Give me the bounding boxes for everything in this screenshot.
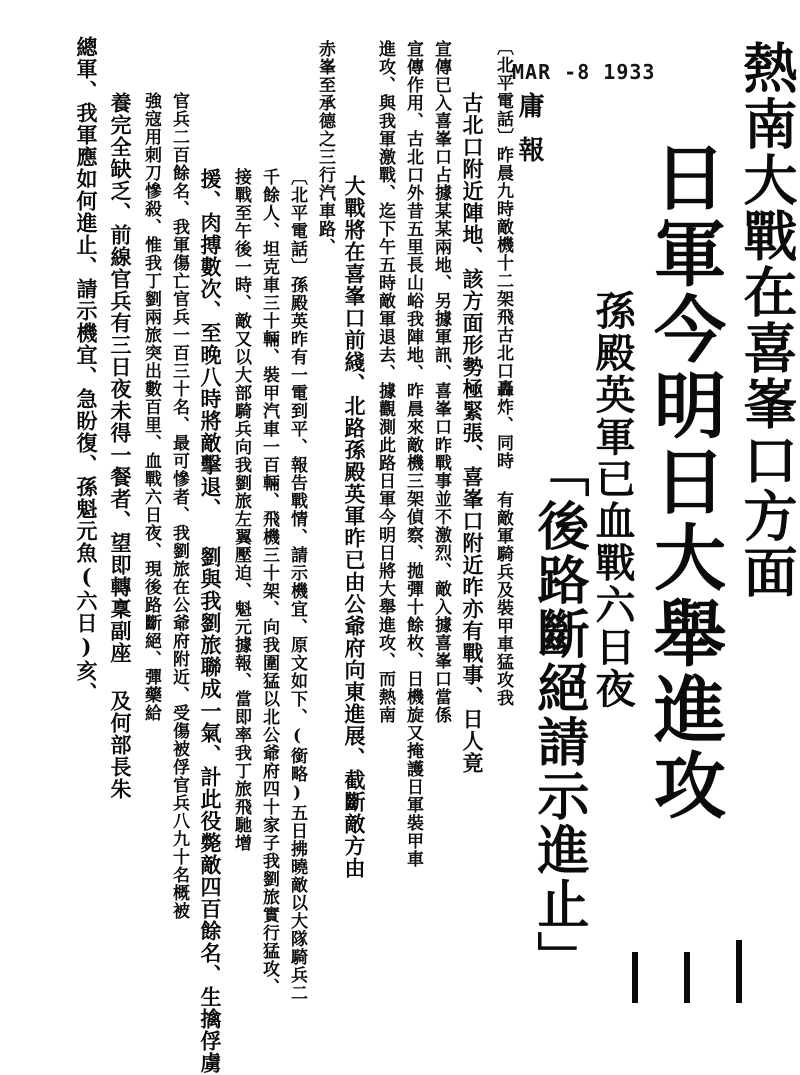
body-column-2: 古北口附近陣地、該方面形勢極緊張、喜峯口附近昨亦有戰事、日人竟 <box>460 92 485 774</box>
body-column-11: 援、肉搏數次、至晚八時將敵擊退、 劉與我劉旅聯成一氣、計此役斃敵四百餘名、生擒俘虜 <box>198 168 223 1074</box>
body-column-15: 總軍、我軍應如何進止、請示機宜、急盼復、孫魁元魚(六日)亥、 <box>74 36 99 704</box>
body-column-1: 〔北平電話〕昨晨九時敵機十二架飛古北口轟炸、同時 有敵軍騎兵及裝甲車猛攻我 <box>493 38 513 707</box>
body-column-7: 赤峯至承德之三行汽車路、 <box>315 40 335 256</box>
headline-sub: 孫殿英軍已血戰六日夜 <box>589 290 636 710</box>
body-column-9: 千餘人、坦克車三十輛、裝甲汽車一百輛、飛機三十架、向我圍猛以北公爺府四十家子我劉旅實行猛攻、 <box>259 168 279 996</box>
source-label: 庸報 <box>514 92 544 180</box>
body-column-13: 強寇用刺刀慘殺、惟我丁劉兩旅突出數百里、血戰六日夜、現後路斷絕、彈藥給 <box>141 92 161 722</box>
column-rule <box>736 940 742 1003</box>
body-column-4: 宣傳作用、古北口外昔五里長山峪我陣地、昨晨來敵機三架偵察、拋彈十餘枚、日機旋又掩護日軍裝甲車 <box>403 40 423 868</box>
body-column-12: 官兵二百餘名、我軍傷亡官兵一百三十名、最可慘者、我劉旅在公爺府附近、受傷被俘官兵八九十名概被 <box>169 92 189 920</box>
headline-main: 日軍今明日大舉進攻 <box>642 140 727 824</box>
column-rule <box>632 952 638 1003</box>
headline-region: 熱南大戰在喜峯口方面 <box>735 40 799 600</box>
body-column-5: 進攻、與我軍激戰、迄下午五時敵軍退去、據觀測此路日軍今明日將大舉進攻、而熱南 <box>375 40 395 724</box>
body-column-10: 接戰至午後一時、敵又以大部騎兵向我劉旅左翼壓迫、魁元據報、當即率我丁旅飛馳增 <box>231 168 251 852</box>
body-column-3: 宣傳已入喜峯口占據某某兩地、另據軍訊、喜峯口昨戰事並不激烈、敵入據喜峯口當係 <box>431 40 451 724</box>
date-stamp: MAR -8 1933 <box>512 60 656 84</box>
body-column-14: 養完全缺乏、前線官兵有三日夜未得一餐者、望即轉稟副座 及何部長朱 <box>108 92 133 800</box>
column-rule <box>684 952 690 1003</box>
body-column-8: 〔北平電話〕孫殿英昨有一電到平、報告戰情、請示機宜、原文如下、(銜略)五日拂曉敵以大隊騎兵二 <box>287 168 307 1002</box>
body-column-6: 大戰將在喜峯口前綫、北路孫殿英軍昨已由公爺府向東進展、截斷敵方由 <box>342 175 367 879</box>
headline-quote: 「後路斷絕請示進止」 <box>528 445 589 985</box>
